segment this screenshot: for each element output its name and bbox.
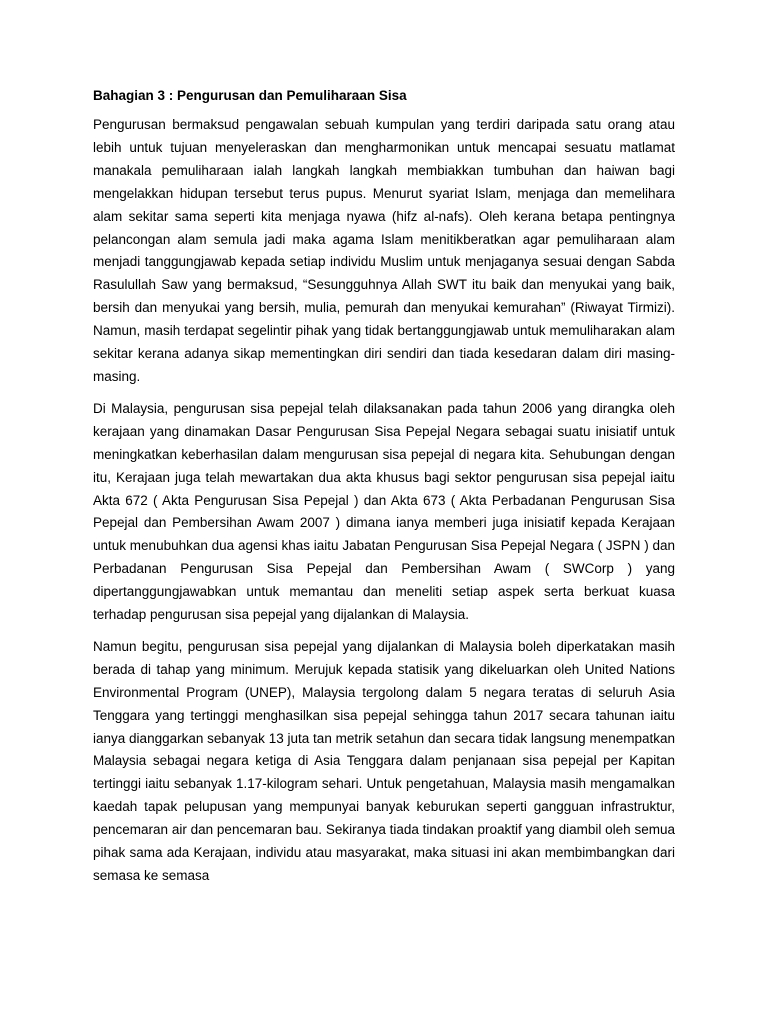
paragraph-definition: Pengurusan bermaksud pengawalan sebuah kumpulan yang terdiri daripada satu orang atau lebih untuk tujuan menyeleraskan dan mengharmonikan untuk mencapai sesuatu matlamat manakala pemuliharaan ialah langkah langkah membiakkan tumbuhan dan haiwan bagi mengelakkan hidupan tersebut terus pupus. Menurut syariat Islam, menjaga dan memelihara alam sekitar sama seperti kita menjaga nyawa (hifz al-nafs). Oleh kerana betapa pentingnya pelancongan alam semula jadi maka agama Islam menitikberatkan agar pemuliharaan alam menjadi tanggungjawab kepada setiap individu Muslim untuk menjaganya sesuai dengan Sabda Rasulullah Saw yang bermaksud, “Sesungguhnya Allah SWT itu baik dan menyukai yang baik, bersih dan menyukai yang bersih, mulia, pemurah dan menyukai kemurahan” (Riwayat Tirmizi). Namun, masih terdapat segelintir pihak yang tidak bertanggungjawab untuk memuliharakan alam sekitar kerana adanya sikap mementingkan diri sendiri dan tiada kesedaran dalam diri masing-masing.	[93, 117, 675, 384]
document-page	[93, 86, 675, 897]
paragraph-malaysia-policy: Di Malaysia, pengurusan sisa pepejal telah dilaksanakan pada tahun 2006 yang dirangka oleh kerajaan yang dinamakan Dasar Pengurusan Sisa Pepejal Negara sebagai suatu inisiatif untuk meningkatkan keberhasilan dalam mengurusan sisa pepejal di negara kita. Sehubungan dengan itu, Kerajaan juga telah mewartakan dua akta khusus bagi sektor pengurusan sisa pepejal iaitu Akta 672 ( Akta Pengurusan Sisa Pepejal ) dan Akta 673 ( Akta Perbadanan Pengurusan Sisa Pepejal dan Pembersihan Awam 2007 ) dimana ianya memberi juga inisiatif kepada Kerajaan untuk menubuhkan dua agensi khas iaitu Jabatan Pengurusan Sisa Pepejal Negara ( JSPN ) dan Perbadanan Pengurusan Sisa Pepejal dan Pembersihan Awam ( SWCorp ) yang dipertanggungjawabkan untuk memantau dan meneliti setiap aspek serta berkuat kuasa terhadap pengurusan sisa pepejal yang dijalankan di Malaysia.	[93, 400, 675, 623]
section-heading: Bahagian 3 : Pengurusan dan Pemuliharaan Sisa	[93, 88, 407, 103]
paragraph-current-situation: Namun begitu, pengurusan sisa pepejal yang dijalankan di Malaysia boleh diperkatakan masih berada di tahap yang minimum. Merujuk kepada statisik yang dikeluarkan oleh United Nations Environmental Program (UNEP), Malaysia tergolong dalam 5 negara teratas di seluruh Asia Tenggara yang tertinggi menghasilkan sisa pepejal sehingga tahun 2017 secara tahunan iaitu ianya dianggarkan sebanyak 13 juta tan metrik setahun dan secara tidak langsung menempatkan Malaysia sebagai negara ketiga di Asia Tenggara dalam penjanaan sisa pepejal per Kapitan tertinggi iaitu sebanyak 1.17-kilogram sehari. Untuk pengetahuan, Malaysia masih mengamalkan kaedah tapak pelupusan yang mempunyai banyak keburukan seperti gangguan infrastruktur, pencemaran air dan pencemaran bau. Sekiranya tiada tindakan proaktif yang diambil oleh semua pihak sama ada Kerajaan, individu atau masyarakat, maka situasi ini akan membimbangkan dari semasa ke semasa	[93, 638, 675, 883]
